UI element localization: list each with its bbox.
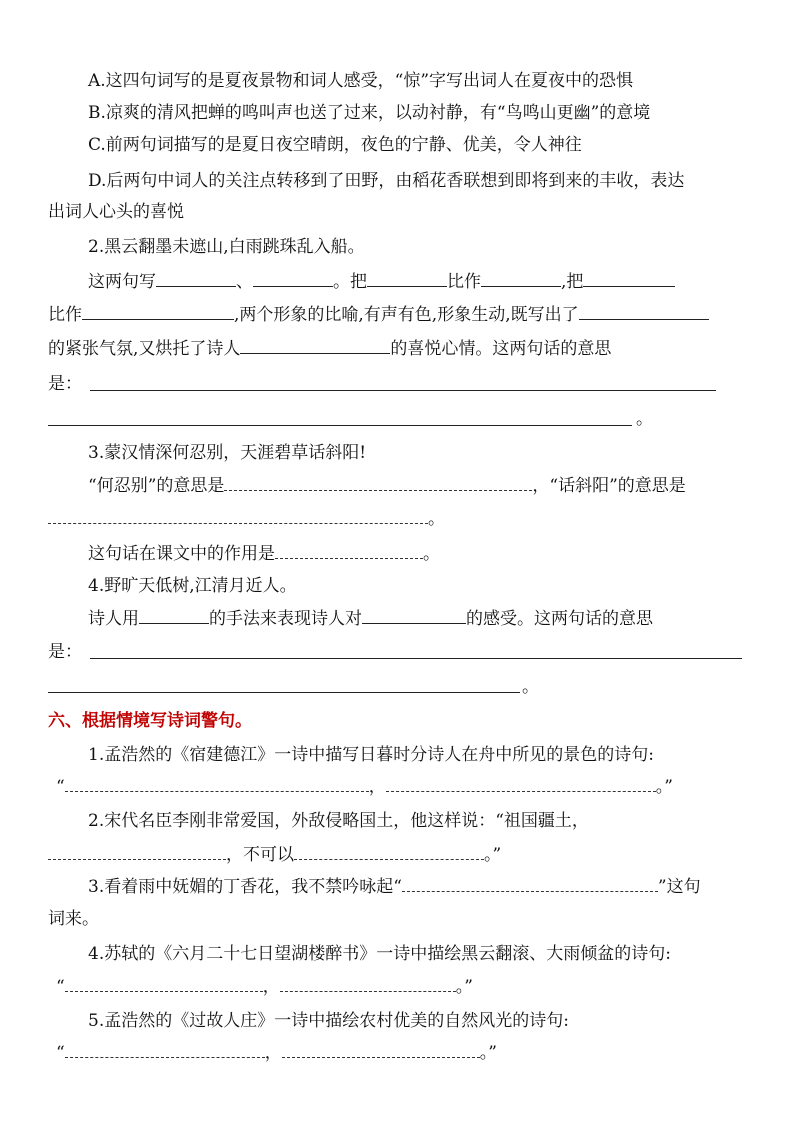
answer-blank[interactable] xyxy=(156,270,236,287)
q2-line4: 是： xyxy=(48,374,82,394)
answer-blank[interactable] xyxy=(367,270,447,287)
option-b: B.凉爽的清风把蝉的鸣叫声也送了过来，以动衬静，有“鸟鸣山更幽”的意境 xyxy=(88,103,651,123)
option-c: C.前两句词描写的是夏日夜空晴朗，夜色的宁静、优美，令人神往 xyxy=(88,135,582,155)
answer-blank[interactable] xyxy=(82,303,234,320)
answer-blank[interactable] xyxy=(280,977,456,992)
answer-blank[interactable] xyxy=(139,607,209,624)
s6-q1: 1.孟浩然的《宿建德江》一诗中描写日暮时分诗人在舟中所见的景色的诗句: xyxy=(88,745,654,765)
s6-q5: 5.孟浩然的《过故人庄》一诗中描绘农村优美的自然风光的诗句: xyxy=(88,1011,569,1031)
q3-line3: 这句话在课文中的作用是 。 xyxy=(88,544,440,564)
answer-blank[interactable] xyxy=(386,777,656,792)
q3-verse: 3.蒙汉情深何忍别，天涯碧草话斜阳! xyxy=(88,443,367,463)
answer-blank[interactable] xyxy=(481,270,561,287)
answer-line[interactable] xyxy=(90,658,742,659)
q2-end: 。 xyxy=(636,409,653,429)
q2-line3: 的紧张气氛,又烘托了诗人 的喜悦心情。这两句话的意思 xyxy=(48,339,612,359)
s6-q3-line1: 3.看着雨中妩媚的丁香花，我不禁吟咏起“ ”这句 xyxy=(88,877,701,897)
answer-blank[interactable] xyxy=(579,303,709,320)
q2-line1: 这两句写 、 。把 比作 ,把 xyxy=(88,270,798,293)
s6-q4: 4.苏轼的《六月二十七日望湖楼醉书》一诗中描绘黑云翻滚、大雨倾盆的诗句: xyxy=(88,944,671,964)
answer-blank[interactable] xyxy=(282,1043,480,1058)
q2-line2: 比作 ,两个形象的比喻,有声有色,形象生动,既写出了 xyxy=(48,303,758,326)
s6-q1-answer: “ ， 。” xyxy=(56,777,673,797)
answer-blank[interactable] xyxy=(294,845,484,860)
answer-blank[interactable] xyxy=(402,877,658,892)
answer-blank[interactable] xyxy=(240,337,390,354)
q3-line1: “何忍别”的意思是 ，“话斜阳”的意思是 xyxy=(88,476,686,496)
q4-end: 。 xyxy=(522,677,539,697)
q2-verse: 2.黑云翻墨未遮山,白雨跳珠乱入船。 xyxy=(88,237,365,257)
s6-q2: 2.宋代名臣李刚非常爱国，外敌侵略国土，他这样说：“祖国疆土， xyxy=(88,811,589,831)
q4-verse: 4.野旷天低树,江清月近人。 xyxy=(88,576,297,596)
answer-blank[interactable] xyxy=(224,476,532,491)
q4-line1: 诗人用 的手法来表现诗人对 的感受。这两句话的意思 xyxy=(88,609,653,629)
answer-blank[interactable] xyxy=(275,544,423,559)
s6-q2-answer: ，不可以 。” xyxy=(48,844,758,866)
q3-line2: 。 xyxy=(48,508,758,530)
answer-blank[interactable] xyxy=(48,845,226,860)
answer-line[interactable] xyxy=(90,390,716,391)
answer-line[interactable] xyxy=(48,692,520,693)
s6-q5-answer: “ ， 。” xyxy=(56,1043,497,1063)
option-a: A.这四句词写的是夏夜景物和词人感受，“惊”字写出词人在夏夜中的恐惧 xyxy=(88,71,634,91)
option-d-line2: 出词人心头的喜悦 xyxy=(48,202,184,222)
q4-line2: 是： xyxy=(48,642,82,662)
answer-line[interactable] xyxy=(48,425,632,426)
s6-q3-line2: 词来。 xyxy=(48,909,99,929)
option-d-line1: D.后两句中词人的关注点转移到了田野，由稻花香联想到即将到来的丰收，表达 xyxy=(88,171,685,191)
answer-blank[interactable] xyxy=(65,777,369,792)
section-heading: 六、根据情境写诗词警句。 xyxy=(48,711,252,731)
s6-q4-answer: “ ， 。” xyxy=(56,977,473,997)
answer-blank[interactable] xyxy=(583,270,675,287)
answer-blank[interactable] xyxy=(253,270,333,287)
answer-blank[interactable] xyxy=(48,509,428,524)
answer-blank[interactable] xyxy=(362,607,466,624)
answer-blank[interactable] xyxy=(65,977,263,992)
answer-blank[interactable] xyxy=(65,1043,265,1058)
